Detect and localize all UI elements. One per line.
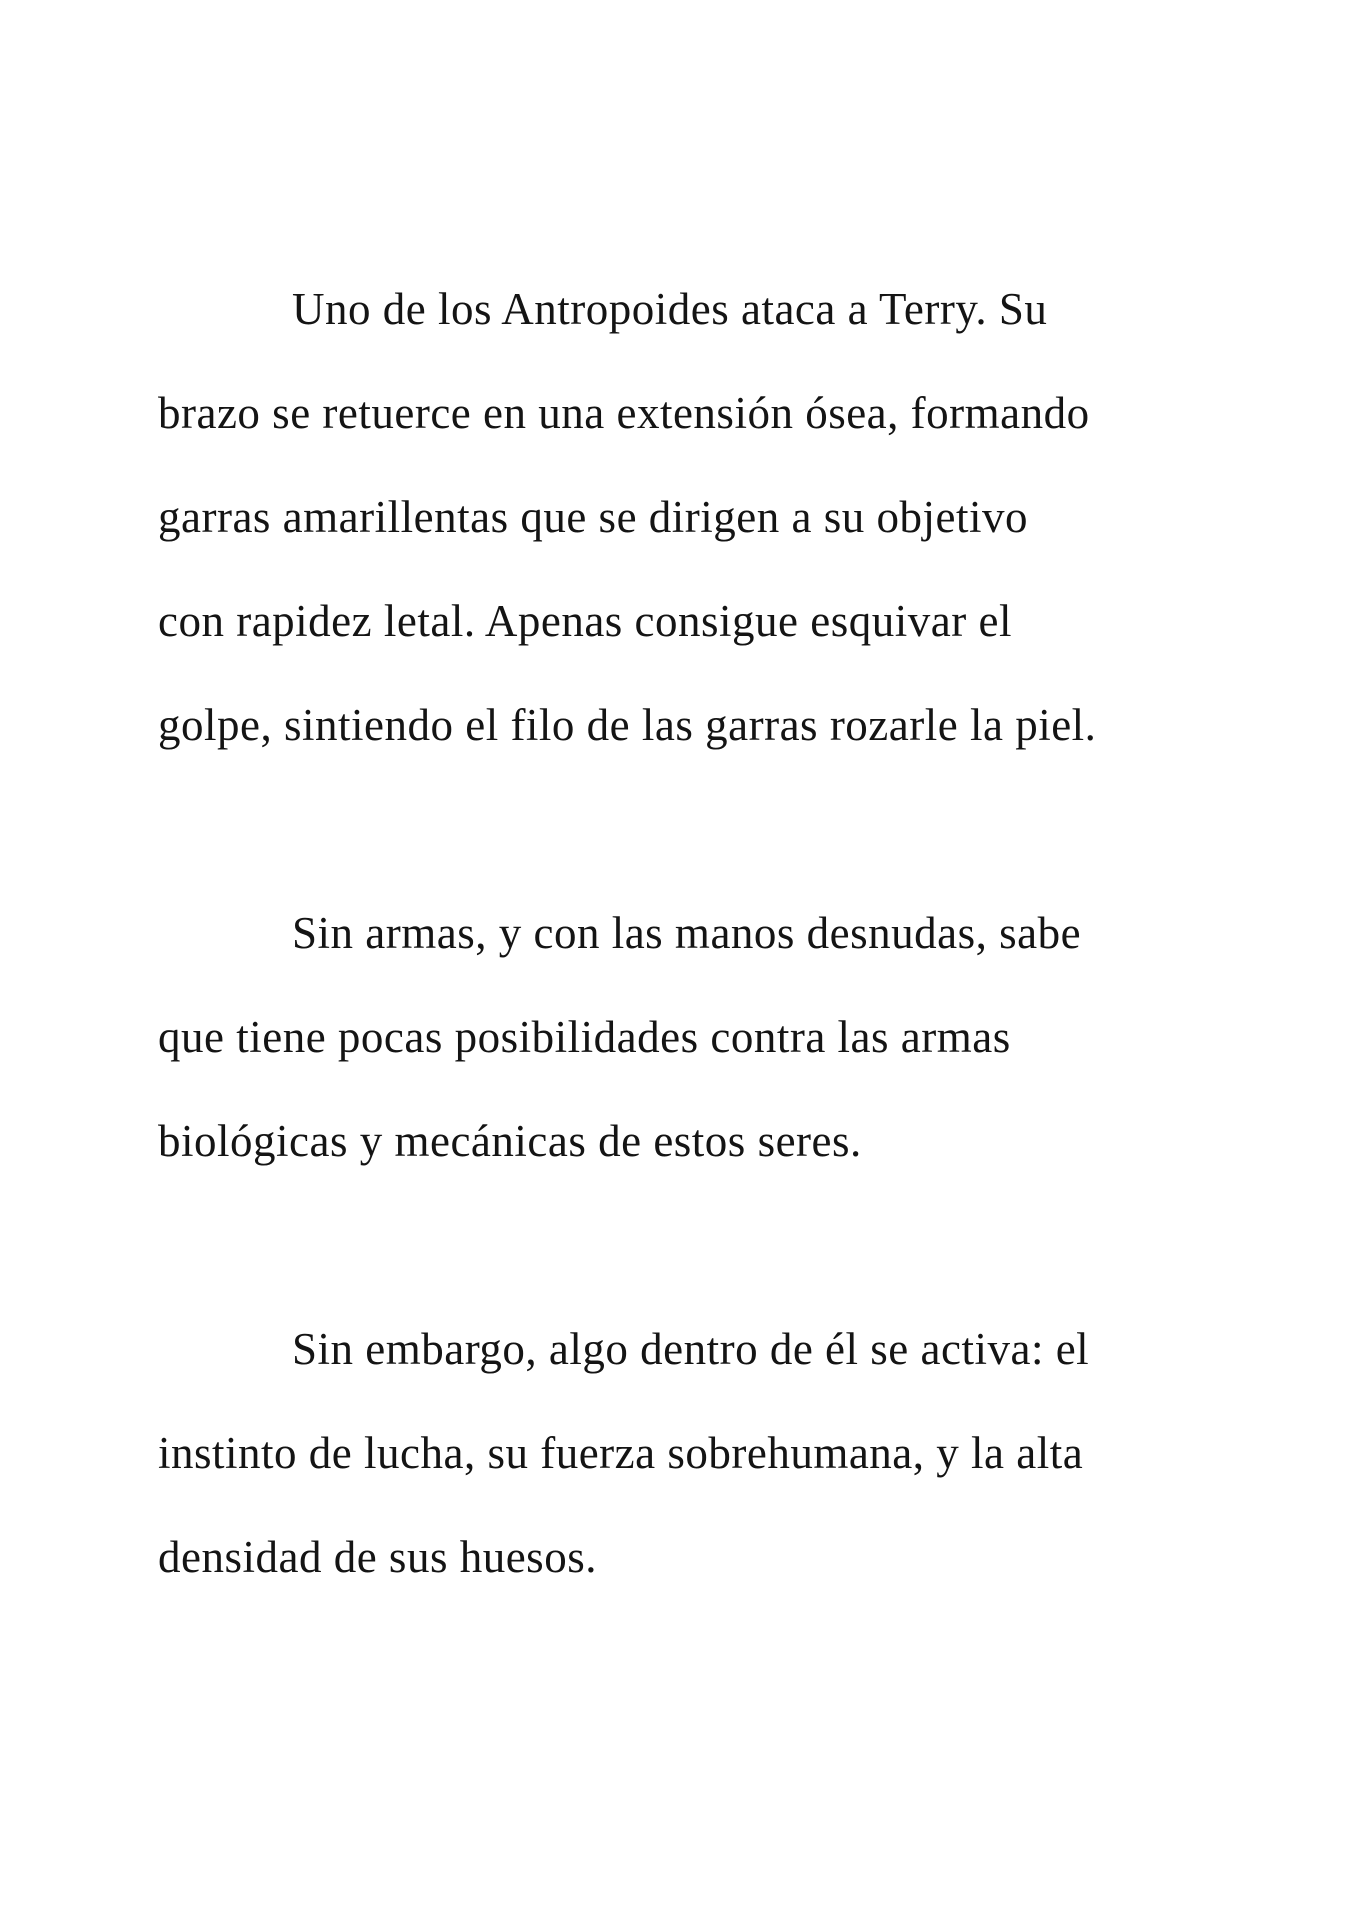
text-line: Uno de los Antropoides ataca a Terry. Su [292, 284, 1048, 334]
paragraph [158, 881, 1193, 1193]
text-block [158, 257, 1193, 1609]
text-line: golpe, sintiendo el filo de las garras rozarle la piel. [158, 700, 1097, 750]
text-line: con rapidez letal. Apenas consigue esquivar el [158, 596, 1012, 646]
text-line: Sin embargo, algo dentro de él se activa: el [292, 1324, 1090, 1374]
text-line: garras amarillentas que se dirigen a su objetivo [158, 492, 1028, 542]
paragraph [158, 257, 1193, 777]
text-line: instinto de lucha, su fuerza sobrehumana, y la alta [158, 1428, 1084, 1478]
text-line: brazo se retuerce en una extensión ósea, formando [158, 388, 1090, 438]
paragraph [158, 1297, 1193, 1609]
text-line: biológicas y mecánicas de estos seres. [158, 1116, 862, 1166]
text-line: que tiene pocas posibilidades contra las armas [158, 1012, 1011, 1062]
text-line: densidad de sus huesos. [158, 1532, 597, 1582]
text-line: Sin armas, y con las manos desnudas, sabe [292, 908, 1082, 958]
